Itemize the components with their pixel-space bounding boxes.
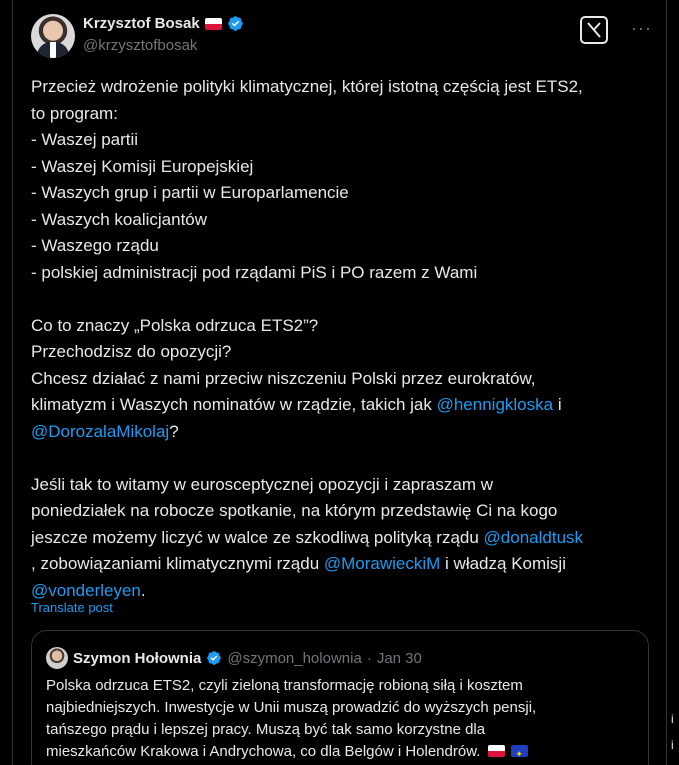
tweet-text-segment: jeszcze możemy liczyć w walce ze szkodliwą polityką rządu bbox=[31, 527, 484, 547]
author-avatar[interactable] bbox=[31, 14, 75, 58]
tweet-text-segment: to program: bbox=[31, 103, 118, 123]
tweet-line bbox=[31, 233, 656, 260]
tweet-text-segment: Przechodzisz do opozycji? bbox=[31, 342, 232, 361]
eu-flag-icon bbox=[511, 745, 528, 757]
verified-badge-icon bbox=[206, 650, 222, 666]
poland-flag-icon bbox=[488, 745, 505, 757]
tweet-text-segment: . bbox=[140, 580, 146, 600]
mention-link[interactable]: @DorozalaMikolaj bbox=[31, 421, 170, 441]
tweet-line bbox=[31, 498, 656, 525]
tweet-line bbox=[31, 525, 656, 552]
quoted-tweet-header bbox=[46, 647, 422, 669]
tweet-text-segment: klimatyzm i Waszych nominatów w rządzie, takich jak bbox=[31, 395, 437, 414]
quoted-line bbox=[46, 719, 636, 741]
tweet-text-segment: - Waszych koalicjantów bbox=[31, 209, 208, 229]
tweet-line bbox=[31, 419, 656, 446]
translate-post-link[interactable]: Translate post bbox=[31, 600, 113, 615]
tweet-text-segment: Co to znaczy „Polska odrzuca ETS2”? bbox=[31, 315, 319, 335]
tweet-text-segment: i bbox=[553, 395, 562, 414]
poland-flag-icon bbox=[205, 18, 222, 30]
quoted-line bbox=[46, 741, 636, 763]
mention-link[interactable]: @MorawieckiM bbox=[323, 554, 441, 573]
author-handle[interactable]: @krzysztofbosak bbox=[83, 37, 198, 54]
tweet-line bbox=[31, 578, 656, 605]
quoted-author-avatar[interactable] bbox=[46, 647, 68, 669]
tweet-card bbox=[12, 0, 667, 765]
mention-link[interactable]: @donaldtusk bbox=[483, 527, 584, 547]
verified-badge-icon[interactable] bbox=[227, 15, 244, 32]
tweet-text-segment: - Waszych grup i partii w Europarlamencie bbox=[31, 183, 349, 202]
quoted-tweet-text bbox=[46, 675, 636, 763]
quoted-tweet[interactable] bbox=[31, 630, 649, 765]
tweet-line bbox=[31, 339, 656, 366]
quoted-line bbox=[46, 697, 636, 719]
tweet-text-segment: - polskiej administracji pod rządami PiS i PO razem z Wami bbox=[31, 262, 478, 282]
quoted-line bbox=[46, 675, 636, 697]
quoted-text-segment: tańszego prądu i lepszej pracy. Muszą być tak samo korzystne dla bbox=[46, 721, 486, 738]
author-name[interactable]: Krzysztof Bosak bbox=[83, 15, 200, 32]
tweet-line bbox=[31, 445, 656, 472]
tweet-text-segment: - Waszego rządu bbox=[31, 236, 159, 255]
tweet-line bbox=[31, 392, 656, 419]
more-options-icon[interactable]: ··· bbox=[631, 18, 652, 38]
quoted-date[interactable]: Jan 30 bbox=[376, 649, 422, 667]
tweet-line bbox=[31, 154, 656, 181]
mention-link[interactable]: @vonderleyen bbox=[31, 580, 141, 600]
tweet-text-segment: - Waszej partii bbox=[31, 130, 139, 149]
quoted-separator: · bbox=[366, 649, 372, 667]
mention-link[interactable]: @hennigkloska bbox=[436, 395, 554, 414]
quoted-text-segment: mieszkańców Krakowa i Andrychowa, co dla Belgów i Holendrów. bbox=[46, 743, 481, 760]
tweet-header bbox=[31, 14, 652, 58]
author-name-row bbox=[83, 15, 244, 32]
tweet-text-segment: Jeśli tak to witamy w eurosceptycznej opozycji i zapraszam w bbox=[31, 474, 493, 494]
tweet-text-segment: - Waszej Komisji Europejskiej bbox=[31, 156, 254, 176]
tweet-text bbox=[31, 74, 656, 604]
tweet-line bbox=[31, 127, 656, 154]
tweet-text-segment: Chcesz działać z nami przeciw niszczeniu Polski przez eurokratów, bbox=[31, 368, 536, 388]
tweet-line bbox=[31, 101, 656, 128]
tweet-line bbox=[31, 366, 656, 393]
tweet-line bbox=[31, 551, 656, 578]
tweet-text-segment: , zobowiązaniami klimatycznymi rządu bbox=[31, 554, 324, 573]
tweet-line bbox=[31, 472, 656, 499]
tweet-line bbox=[31, 180, 656, 207]
tweet-line bbox=[31, 313, 656, 340]
tweet-text-segment: Przecież wdrożenie polityki klimatycznej, której istotną częścią jest ETS2, bbox=[31, 77, 583, 96]
tweet-line bbox=[31, 74, 656, 101]
tweet-line bbox=[31, 260, 656, 287]
quoted-text-segment: Polska odrzuca ETS2, czyli zieloną transformację robioną siłą i kosztem bbox=[46, 677, 523, 694]
tweet-text-segment: ? bbox=[169, 421, 179, 441]
right-edge-fragment: i i bbox=[668, 0, 679, 765]
quoted-author-name[interactable]: Szymon Hołownia bbox=[73, 649, 202, 667]
tweet-line bbox=[31, 286, 656, 313]
quoted-author-handle[interactable]: @szymon_holownia bbox=[227, 649, 362, 667]
grok-icon[interactable] bbox=[580, 16, 608, 44]
quoted-text-segment: najbiedniejszych. Inwestycje w Unii muszą prowadzić do wyższych pensji, bbox=[46, 699, 537, 716]
tweet-line bbox=[31, 207, 656, 234]
tweet-text-segment: poniedziałek na robocze spotkanie, na którym przedstawię Ci na kogo bbox=[31, 501, 558, 520]
tweet-text-segment: i władzą Komisji bbox=[440, 554, 566, 573]
